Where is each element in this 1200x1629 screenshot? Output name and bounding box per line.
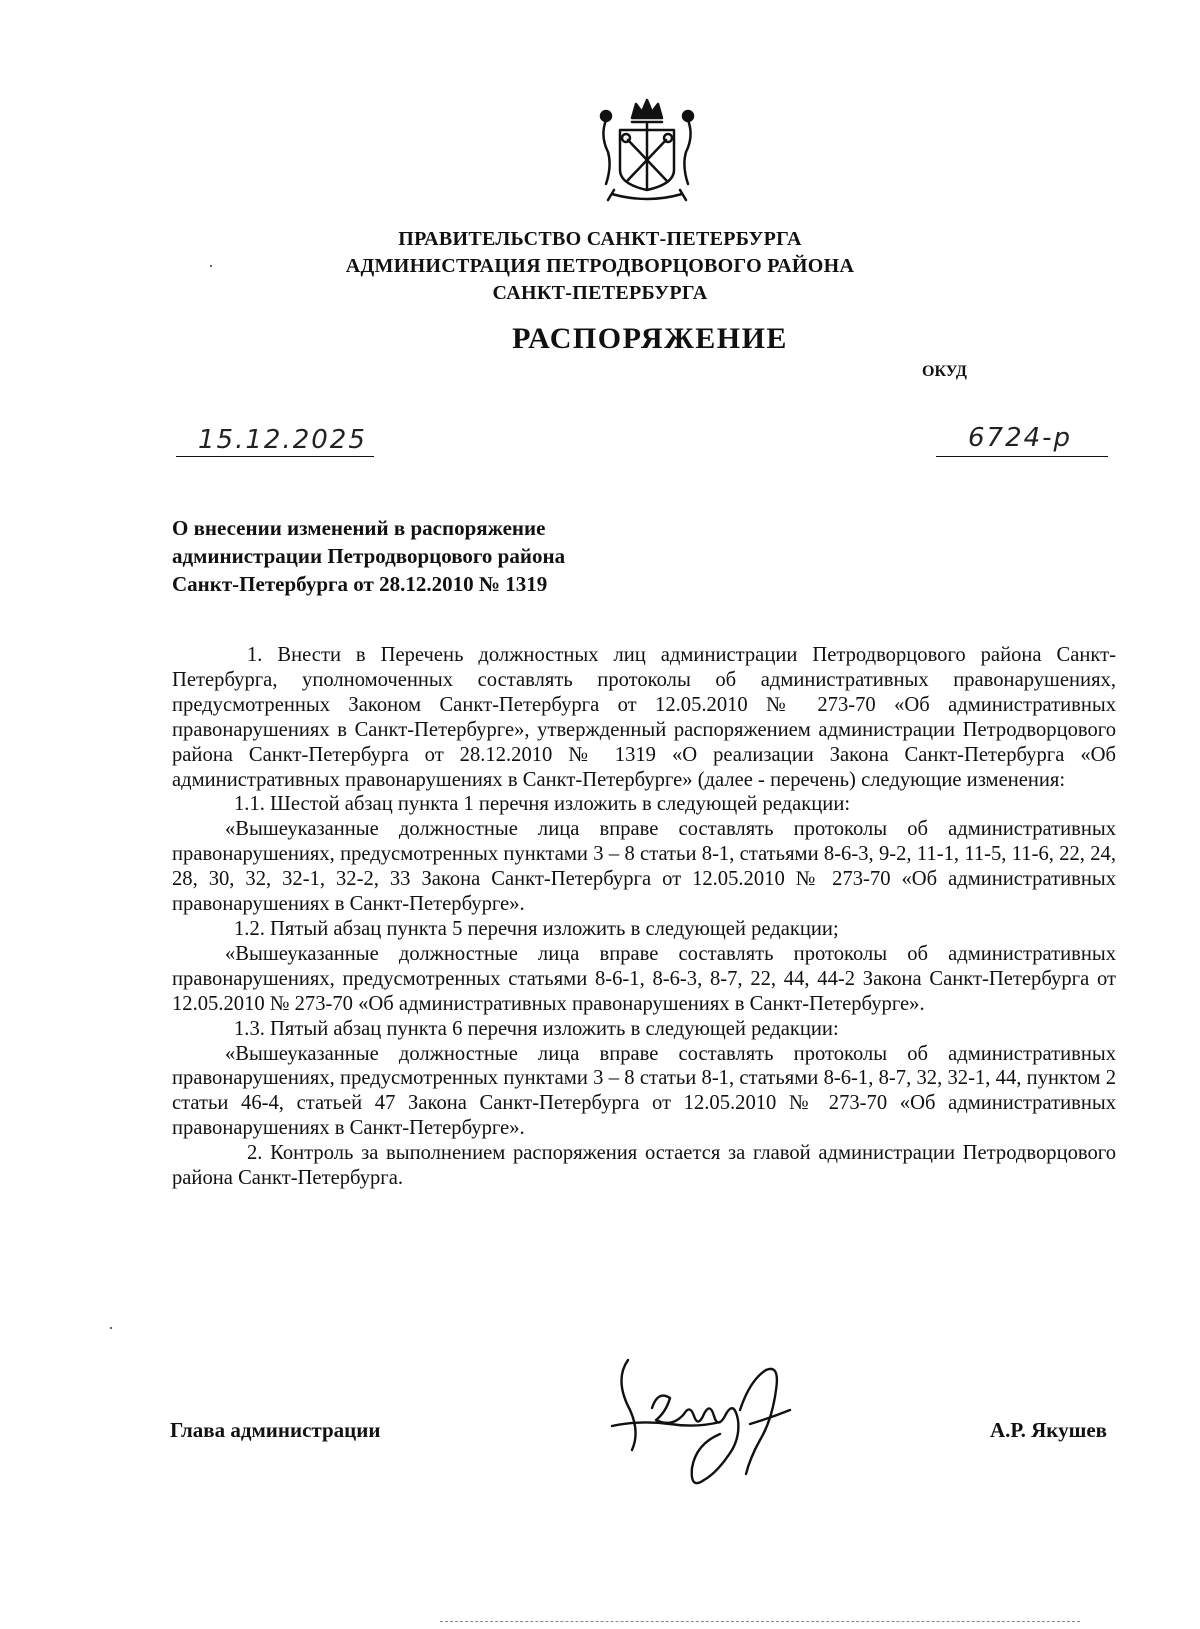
header-line-3: САНКТ-ПЕТЕРБУРГА [492,282,708,304]
document-subject [172,514,565,598]
handwritten-number: 6724-р [968,423,1073,453]
date-underline [176,456,374,457]
paragraph-1: 1. Внести в Перечень должностных лиц администрации Петродворцового района Санкт-Петербурга, уполномоченных составлять протоколы об административных правонарушениях, предусмотренных Законом Санкт-Петербурга от 12.05.2010 № 273-70 «Об административных правонарушениях в Санкт-Петербурге», утвержденный распоряжением администрации Петродворцового района Санкт-Петербурга от 28.12.2010 № 1319 «О реализации Закона Санкт-Петербурга «Об административных правонарушениях в Санкт-Петербурге» (далее - перечень) следующие изменения: [172,644,1116,791]
header-line-2: АДМИНИСТРАЦИЯ ПЕТРОДВОРЦОВОГО РАЙОНА [345,255,855,277]
paragraph-1-3: 1.3. Пятый абзац пункта 6 перечня изложить в следующей редакции: [234,1017,839,1040]
header-line-1: ПРАВИТЕЛЬСТВО САНКТ-ПЕТЕРБУРГА [398,228,802,250]
handwritten-signature [600,1340,840,1500]
document-type-title: РАСПОРЯЖЕНИЕ [512,322,788,355]
subject-line-1: О внесении изменений в распоряжение [172,516,546,540]
subject-line-3: Санкт-Петербурга от 28.12.2010 № 1319 [172,572,548,596]
okud-label: ОКУД [922,363,967,380]
paragraph-1-1: 1.1. Шестой абзац пункта 1 перечня изложить в следующей редакции: [234,793,851,816]
paragraph-1-1-quote: «Вышеуказанные должностные лица вправе составлять протоколы об административных правонарушениях, предусмотренных пунктами 3 – 8 статьи 8-1, статьями 8-6-3, 9-2, 11-1, 11-5, 11-6, 22, 24, 28, 30, 32, 32-1, 32-2, 33 Закона Санкт-Петербурга от 12.05.2010 № 273-70 «Об административных правонарушениях в Санкт-Петербурге». [172,818,1116,916]
paragraph-1-3-quote: «Вышеуказанные должностные лица вправе составлять протоколы об административных правонарушениях, предусмотренных пунктами 3 – 8 статьи 8-1, статьями 8-6-1, 8-7, 32, 32-1, 44, пунктом 2 статьи 46-4, статьей 47 Закона Санкт-Петербурга от 12.05.2010 № 273-70 «Об административных правонарушениях в Санкт-Петербурге». [172,1042,1116,1140]
scan-speck [110,1327,112,1329]
scan-speck [210,265,212,267]
scan-edge-line [440,1621,1080,1622]
paragraph-1-2-quote: «Вышеуказанные должностные лица вправе составлять протоколы об административных правонарушениях, предусмотренных статьями 8-6-1, 8-6-3, 8-7, 22, 44, 44-2 Закона Санкт-Петербурга от 12.05.2010 № 273-70 «Об административных правонарушениях в Санкт-Петербурге». [172,942,1116,1015]
issuer-header [0,226,1200,307]
signatory-title: Глава администрации [170,1418,381,1442]
paragraph-2: 2. Контроль за выполнением распоряжения остается за главой администрации Петродворцового района Санкт-Петербурга. [172,1142,1116,1190]
number-underline [936,456,1108,457]
document-body [172,643,1116,1191]
paragraph-1-2: 1.2. Пятый абзац пункта 5 перечня изложить в следующей редакции; [234,917,839,940]
signatory-name: А.Р. Якушев [990,1418,1107,1442]
saint-petersburg-coat-of-arms-icon [592,96,702,206]
handwritten-date: 15.12.2025 [198,425,367,455]
subject-line-2: администрации Петродворцового района [172,544,566,568]
